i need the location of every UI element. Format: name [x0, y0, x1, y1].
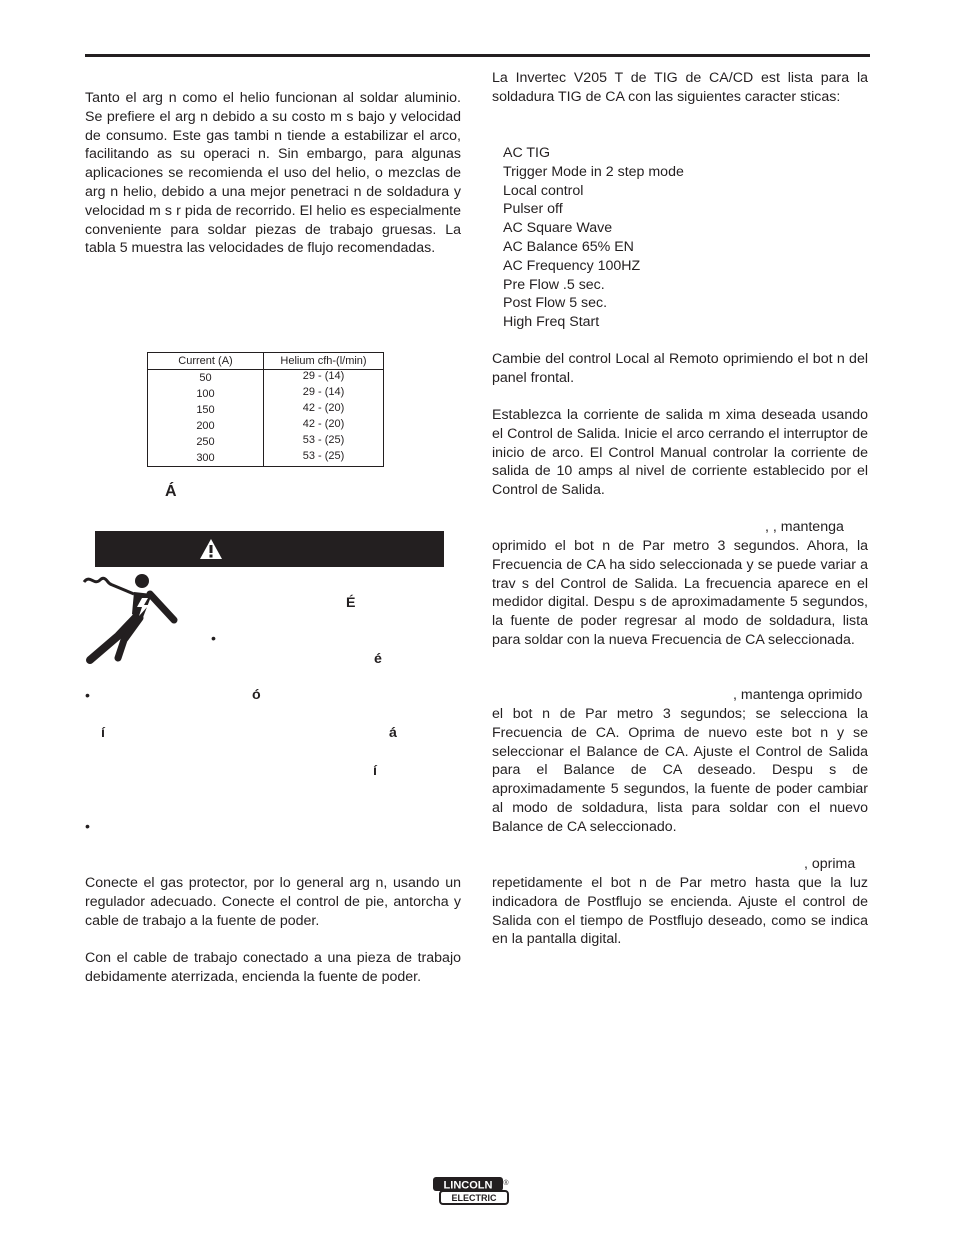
postflow-first-line: , oprima	[804, 856, 856, 872]
warning-fragment-2: é	[374, 651, 382, 667]
list-item: AC Square Wave	[503, 220, 613, 237]
lincoln-electric-logo	[432, 1175, 512, 1206]
table-header-current: Current (A)	[148, 353, 264, 370]
warning-bullet-2: •	[85, 688, 90, 704]
table-cell-helium: 42 - (20)	[302, 402, 345, 414]
remote-paragraph: Cambie del control Local al Remoto oprimiendo el bot n del panel frontal.	[492, 351, 868, 386]
helium-values	[264, 368, 383, 464]
warning-fragment-5: á	[389, 725, 397, 741]
list-item: Post Flow 5 sec.	[503, 295, 608, 312]
warning-fragment-4: í	[101, 725, 105, 741]
list-item: Trigger Mode in 2 step mode	[503, 163, 684, 180]
warning-bullet-1: •	[211, 631, 216, 647]
feature-list	[503, 144, 684, 332]
list-item: Local control	[503, 182, 584, 199]
table-cell-current: 250	[196, 436, 215, 448]
warning-bar	[95, 531, 444, 567]
power-paragraph: Con el cable de trabajo conectado a una pieza de trabajo debidamente aterrizada, encienda la fuente de poder.	[85, 950, 461, 985]
table-cell-helium: 29 - (14)	[302, 370, 345, 382]
balance-first-line: , mantenga oprimido	[733, 687, 863, 703]
table-cell-helium: 53 - (25)	[302, 434, 345, 446]
warning-fragment-1: É	[346, 595, 356, 611]
table-cell-helium: 53 - (25)	[302, 450, 345, 462]
table-cell-helium: 42 - (20)	[302, 418, 345, 430]
logo-top-text: LINCOLN	[443, 1179, 493, 1192]
frequency-first-line: , , mantenga	[765, 519, 844, 535]
warning-triangle-icon	[199, 538, 223, 560]
helium-paragraph: Tanto el arg n como el helio funcionan al soldar aluminio. Se prefiere el arg n debido a su costo m s bajo y velocidad de consumo. Este gas tambi n tiende a estabilizar el arco, facilitando as su operaci n. Sin embargo, para algunas aplicaciones se recomienda el uso del helio, o mezclas de arg n helio, debido a una mejor penetraci n de soldadura y velocidad m s r pida de recorrido. El helio es especialmente conveniente para soldar piezas de trabajo gruesas. La tabla 5 muestra las velocidades de flujo recomendadas.	[85, 90, 461, 257]
table-cell-current: 50	[199, 372, 212, 384]
table-cell-current: 100	[196, 388, 215, 400]
table-cell-current: 200	[196, 420, 215, 432]
list-item: AC Balance 65% EN	[503, 238, 634, 255]
balance-paragraph: el bot n de Par metro 3 segundos; se selecciona la Frecuencia de CA. Oprima de nuevo este bot n y se seleccionar el Balance de CA. Ajuste el Control de Salida para el Balance de CA deseado. Despu s de aproximadamente 5 segundos, la fuente de poder cambiar al modo de soldadura, lista para soldar con el nuevo Balance de CA seleccionado.	[492, 706, 868, 835]
list-item: Pre Flow .5 sec.	[503, 276, 605, 293]
warning-fragment-3: ó	[252, 687, 261, 703]
list-item: Pulser off	[503, 201, 563, 218]
output-paragraph: Establezca la corriente de salida m xima deseada usando el Control de Salida. Inicie el arco cerrando el interruptor de inicio de arco. El Control Manual controlar la corriente de salida de 10 amps al nivel de corriente establecido por el Control de Salida.	[492, 407, 868, 499]
frequency-paragraph: oprimido el bot n de Par metro 3 segundos. Ahora, la Frecuencia de CA ha sido seleccionada y se puede variar a trav s del Control de Salida. La frecuencia aparece en el medidor digital. Despu s de aproximadamente 5 segundos, la fuente de poder regresar al modo de soldadura, lista para soldar con la nueva Frecuencia de CA seleccionada.	[492, 538, 868, 648]
helium-flow-table	[147, 352, 384, 467]
current-values	[148, 370, 263, 466]
table-caption-fragment: Á	[165, 483, 177, 500]
electric-shock-icon	[82, 572, 182, 664]
table-cell-current: 150	[196, 404, 215, 416]
connect-paragraph: Conecte el gas protector, por lo general arg n, usando un regulador adecuado. Conecte el control de pie, antorcha y cable de trabajo a la fuente de poder.	[85, 875, 461, 929]
warning-fragment-6: í	[373, 763, 377, 779]
registered-mark: ®	[503, 1180, 509, 1187]
list-item: High Freq Start	[503, 314, 600, 331]
postflow-paragraph: repetidamente el bot n de Par metro hasta que la luz indicadora de Postflujo se encienda. Ajuste el control de Salida con el tiempo de Postflujo deseado, como se indica en la pantalla digital.	[492, 875, 868, 948]
logo-bottom-text: ELECTRIC	[451, 1193, 497, 1203]
table-cell-helium: 29 - (14)	[302, 386, 345, 398]
table-cell-current: 300	[196, 452, 215, 464]
list-item: AC TIG	[503, 145, 551, 161]
table-header-helium: Helium cfh-(l/min)	[264, 353, 384, 370]
warning-bullet-3: •	[85, 819, 90, 835]
header-rule	[85, 54, 870, 57]
intro-paragraph: La Invertec V205 T de TIG de CA/CD est lista para la soldadura TIG de CA con las siguientes caracter sticas:	[492, 70, 868, 105]
list-item: AC Frequency 100HZ	[503, 257, 641, 274]
